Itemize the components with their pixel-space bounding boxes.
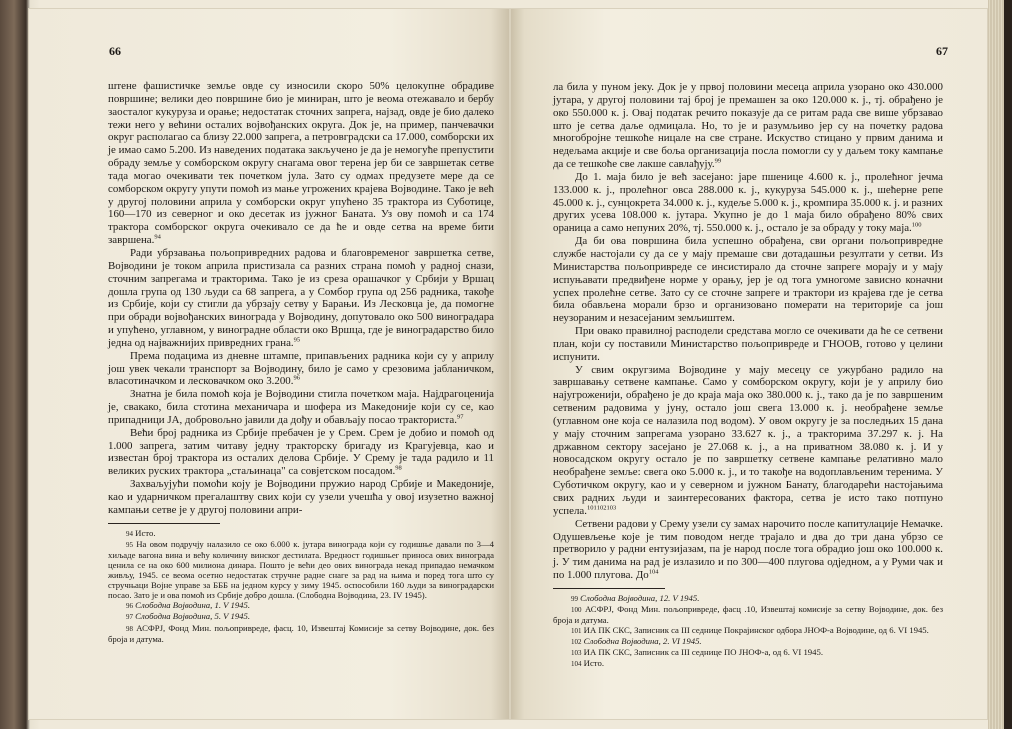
footnote: 102 Слободна Војводина, 2. VI 1945. — [571, 636, 702, 647]
paragraph: До 1. маја било је већ засејано: јаре пшенице 4.600 к. ј., пролећног јечма 133.000 к. ј., пролећног овса 288.000 к. ј., кукуруза 545.000 к. ј., шећерне репе 45.000 к. ј., сунцокрета 34.000 к. ј., кудеље 5.000 к. ј., кромпира 35.000 к. ј. и разних других усева 108.000 к. јутара. Укупно је до 1 маја било обрађено 80% свих ораница а само непуних 20%, тј. 550.000 к. ј., остало је за обраду у току маја.$^{100}$ — [553, 170, 943, 235]
paragraph: У свим округзима Војводине у мају месецу се ужурбано радило на завршавању сетвене кампање. Само у сомборском округу, који је у априлу био најугроженији, обрађено је до краја маја око 380.000 к. ј., тако да је по завршеним сетвеним радовима у јуну, остало још свега 13.000 к. ј. необрађене земље (углавном оне која се налазила под водом). У овом округу је за последњих 15 дана у мају сточним запрегама узорано 33.627 к. ј., а тракторима 37.297 к. ј. На државном сектору засејано је 27.068 к. ј., а на приватном 38.080 к. ј. И у новосадском округу остало је по завршетку сетвене кампање релативно мало необрађене земље: свега око 5.000 к. ј., и то такође на водоплављеним теренима. У Суботичком округу, као и у северном и јужном Банату, благодарећи настојањима свих радних људи и заинтересованих фактора, сетва је исто тако потпуно успела.$^{101102103}$ — [553, 363, 943, 517]
paragraph: Знатна је била помоћ која је Војводини стигла почетком маја. Најдрагоценија је, свакако, била стотина механичара и шофера из Македоније који су се, као припадници ЈА, добровољно јавили да дођу и обављају посао тракториста.$^{97}$ — [108, 388, 494, 426]
paragraph: При овако правилној расподели средстава могло се очекивати да ће се сетвени план, који су поставили Министарство пољопривреде и ГНООВ, готово у целини испунити. — [553, 325, 943, 363]
footnote: 99 Слободна Војводина, 12. V 1945. — [571, 592, 700, 603]
right-page — [510, 8, 988, 720]
footnote: 94 Исто. — [126, 527, 156, 538]
footnote: 100 АСФРЈ, Фонд Мин. пољопривреде, фасц .10, Извештај комисије за сетву Војводине, док. без броја и датума. — [553, 604, 944, 626]
footnote: 104 Исто. — [571, 658, 604, 669]
page-number: 67 — [936, 44, 948, 58]
paragraph: Да би ова површина била успешно обрађена, сви органи пољопривредне службе настојали су да се у мају премаше сви дотадашњи резултати у сетви. Из Министарства пољопривреде се инсистирало да сточне запреге морају и у мају испуњавати предвиђене норме у орању, јер је од тога умногоме зависно коначни успех пролећне сетве. Зато су се сточне запреге и трактори из крајева где је сетва била обављена морали брзо и организовано померати на територије са још неузораним и незасејаним земљиштем. — [553, 235, 943, 325]
paragraph: штене фашистичке земље овде су износили скоро 50% целокупне обрадиве површине; велики део површине био је миниран, што је веома отежавало и бербу заосталог кукуруза и орање; недостатак сточних запрега, најзад, овде је био далеко тежи него у већини осталих војвођанских округа. Док је, на пример, панчевачки округ располагао са близу 22.000 запрега, а петровградски са 17.000, сомборски их је имао само 5.200. Из наведених података закључено је да је немогуће препустити обраду земље у сомборском округу снагама овог терена јер би се завршетак сетве тада могао очекивати тек почетком јула. Зато су одмах предузете мере да се сомборском округу упути помоћ из мање угрожених крајева Војводине. Тако је већ у другој половини априла у сомборски округ упућено 35 трактора из Суботице, 160—170 из северног и око десетак из јужног Баната. Уз ову помоћ и са 174 трактора сомборског округа очекивало се да ће и овде сетва на време бити завршена.$^{94}$ — [108, 80, 494, 247]
paragraph: Ради убрзавања пољопривредних радова и благовременог завршетка сетве, Војводини је током априла пристизала са разних страна помоћ у радној снази, сточним запрегама и тракторима. Тако је из среза орашачког у Србији у Вршац дошла група од 130 људи са 68 запрега, а у Сомбор група од 256 радника, такође из Србије, који су стигли да убрзају сетву у Барањи. Из Лесковца је, да помогне при обради војвођанских винограда у Војводину, допутовало око 500 виноградара и упућено, углавном, у виноградне области око Вршца, где је виноградарство било једна од најважнијих привредних грана.$^{95}$ — [108, 246, 494, 349]
page-edges — [988, 0, 1012, 729]
footnote: 98 АСФРЈ, Фонд Мин. пољопривреде, фасц. 10, Извештај Комисије за сетву Војводине, док. без броја и датума. — [108, 622, 494, 644]
paragraph: Према подацима из дневне штампе, припављених радника који су у априлу још увек чекали транспорт за Војводину, било је само у срезовима јабланичком, власотиначком и лесковачком око 3.200.96 — [108, 349, 494, 388]
paragraph: Захваљујући помоћи коју је Војводини пружио народ Србије и Македоније, као и ударничком прегалаштву свих који су узели учешћа у овој изузетно важној кампањи сетве је у другој половини апри- — [108, 478, 494, 516]
footnote-divider — [108, 523, 220, 524]
footnote: 96 Слободна Војводина, 1. V 1945. — [126, 600, 251, 611]
left-page — [28, 8, 510, 720]
page-body — [553, 81, 943, 670]
paragraph: ла била у пуном јеку. Док је у првој половини месеца априла узорано око 430.000 јутара, у другој половини тај број је премашен за око 120.000 к. ј., тј. обрађено је око 550.000 к. ј. Овај податак речито показује да се ритам рада све више убрзавао што је сетва даље одмицала. Но, то је и разумљиво јер су на почетку радова многобројне тешкоће ницале на све стране. Искуство стицано у првим данима и недељама акције и све боља организација посла помогли су у даљем току кампање да се тешкоће све лакше савлађују.$^{99}$ — [553, 81, 943, 171]
paragraph: Већи број радника из Србије пребачен је у Срем. Срем је добио и помоћ од 1.000 запрега, затим читаву једну тракторску бригаду из Крагујевца, као и известан број трактора из осталих делова Србије. У Срему је тада радило и 11 великих руских трактора „стаљинаца" са совјетском посадом.$^{98}$ — [108, 426, 494, 478]
page-body — [108, 80, 494, 644]
footnote: 103 ИА ПК СКС, Записник са III седнице ПО ЈНОФ-а, од 6. VI 1945. — [571, 647, 823, 658]
footnotes — [108, 528, 494, 644]
footnotes — [553, 593, 943, 670]
footnote: 97 Слободна Војводина, 5. V 1945. — [126, 611, 251, 622]
footnote: 101 ИА ПК СКС, Записник са III седнице Покрајинског одбора ЈНОФ-а Војводине, од 6. VI 1945. — [571, 625, 929, 636]
footnote-divider — [553, 588, 665, 589]
footnote: 95 На овом подручју налазило се око 6.000 к. јутара винограда који су годишње давали по 3—4 хиљаде вагона вина и већу количину винског дестилата. Вредност годишњег приноса ових винограда ценила се на око 600 милиона динара. Пошто је већи део ових винограда некад припадао немачком живљу, 1945. се веома осетно недостатак стручне радне снаге за рад на њима и поред тога што су стручњаци Војне управе за БББ на једном курсу у зиму 1945. оспособили 160 људи за виноградарски посао. Зато је и ова помоћ из Србије добро дошла. (Слободна Војводина, 23. IV 1945). — [108, 538, 495, 601]
page-number: 66 — [109, 44, 121, 58]
paragraph: Сетвени радови у Срему узели су замах нарочито после капитулације Немачке. Одушевљење које је тим поводом негде трајало и два до три дана убрзо се претворило у радни ентузијазам, па је народ после тога обрадио још око 100.000 к. ј. У тим данима на рад је излазило и по 300—400 плугова одједном, а у Руми чак и по 1.000 плугова. $До^{104}$ — [553, 517, 943, 582]
